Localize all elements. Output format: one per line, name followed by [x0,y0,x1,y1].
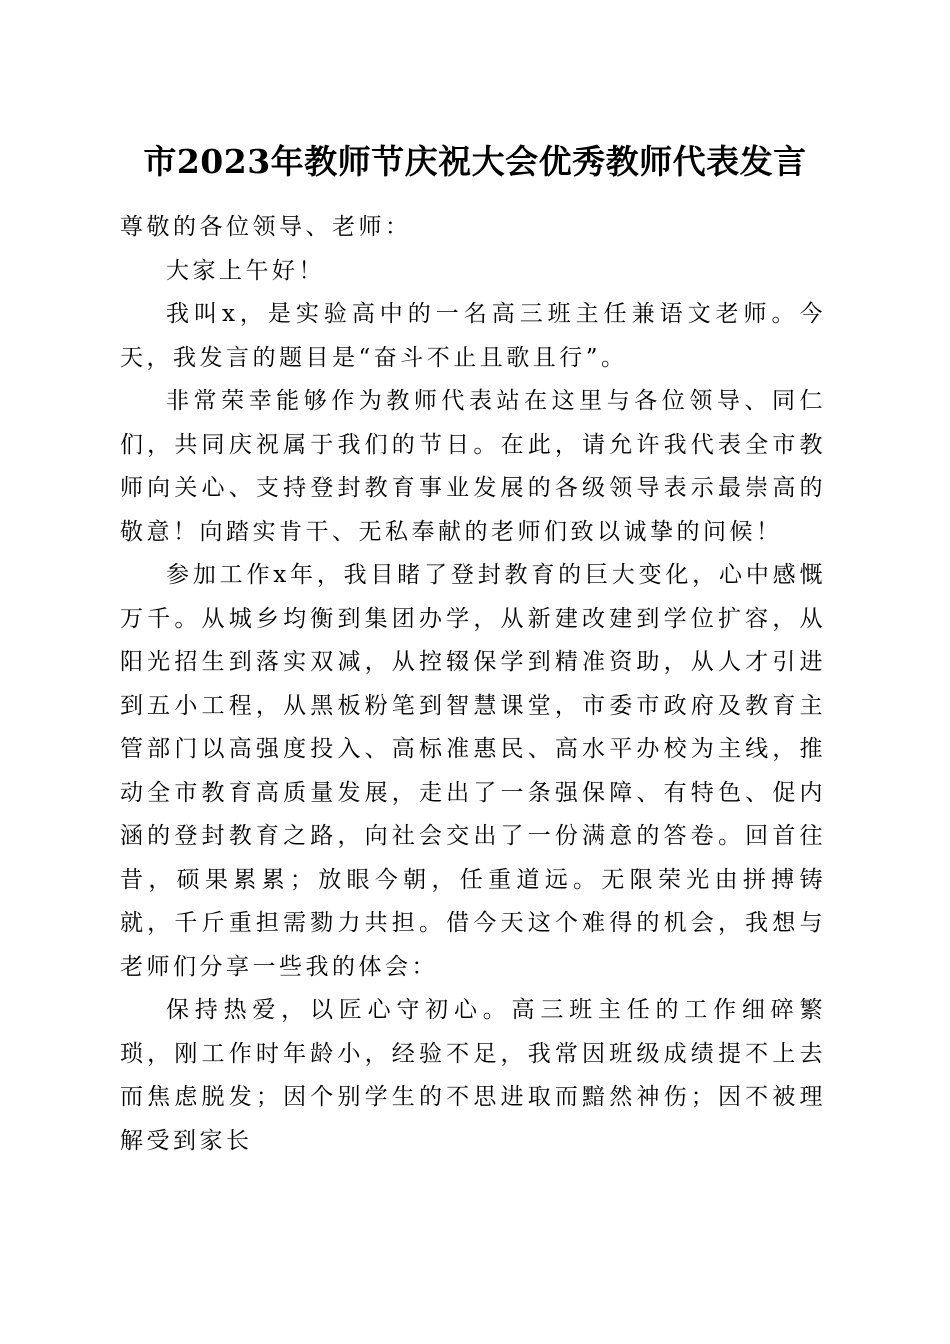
document-body [120,206,826,1163]
paragraph-gratitude: 非常荣幸能够作为教师代表站在这里与各位领导、同仁们，共同庆祝属于我们的节日。在此，请允许我代表全市教师向关心、支持登封教育事业发展的各级领导表示最崇高的敬意！向踏实肯干、无私奉献的老师们致以诚挚的问候！ [120,388,826,545]
paragraph-education-changes: 参加工作x年，我目睹了登封教育的巨大变化，心中感慨万千。从城乡均衡到集团办学，从新建改建到学位扩容，从阳光招生到落实双减，从控辍保学到精准资助，从人才引进到五小工程，从黑板粉笔到智慧课堂，市委市政府及教育主管部门以高强度投入、高标准惠民、高水平办校为主线，推动全市教育高质量发展，走出了一条强保障、有特色、促内涵的登封教育之路，向社会交出了一份满意的答卷。回首往昔，硕果累累；放眼今朝，任重道远。无限荣光由拼搏铸就，千斤重担需勠力共担。借今天这个难得的机会，我想与老师们分享一些我的体会： [120,562,826,980]
paragraph-greeting: 大家上午好！ [166,257,325,284]
paragraph-introduction: 我叫x，是实验高中的一名高三班主任兼语文老师。今天，我发言的题目是“奋斗不止且歌且行”。 [120,301,826,371]
paragraph-keep-passion: 保持热爱，以匠心守初心。高三班主任的工作细碎繁琐，刚工作时年龄小，经验不足，我常因班级成绩提不上去而焦虑脱发；因个别学生的不思进取而黯然神伤；因不被理解受到家长 [120,997,826,1154]
salutation: 尊敬的各位领导、老师： [120,214,412,240]
document-title: 市2023年教师节庆祝大会优秀教师代表发言 [143,142,807,181]
